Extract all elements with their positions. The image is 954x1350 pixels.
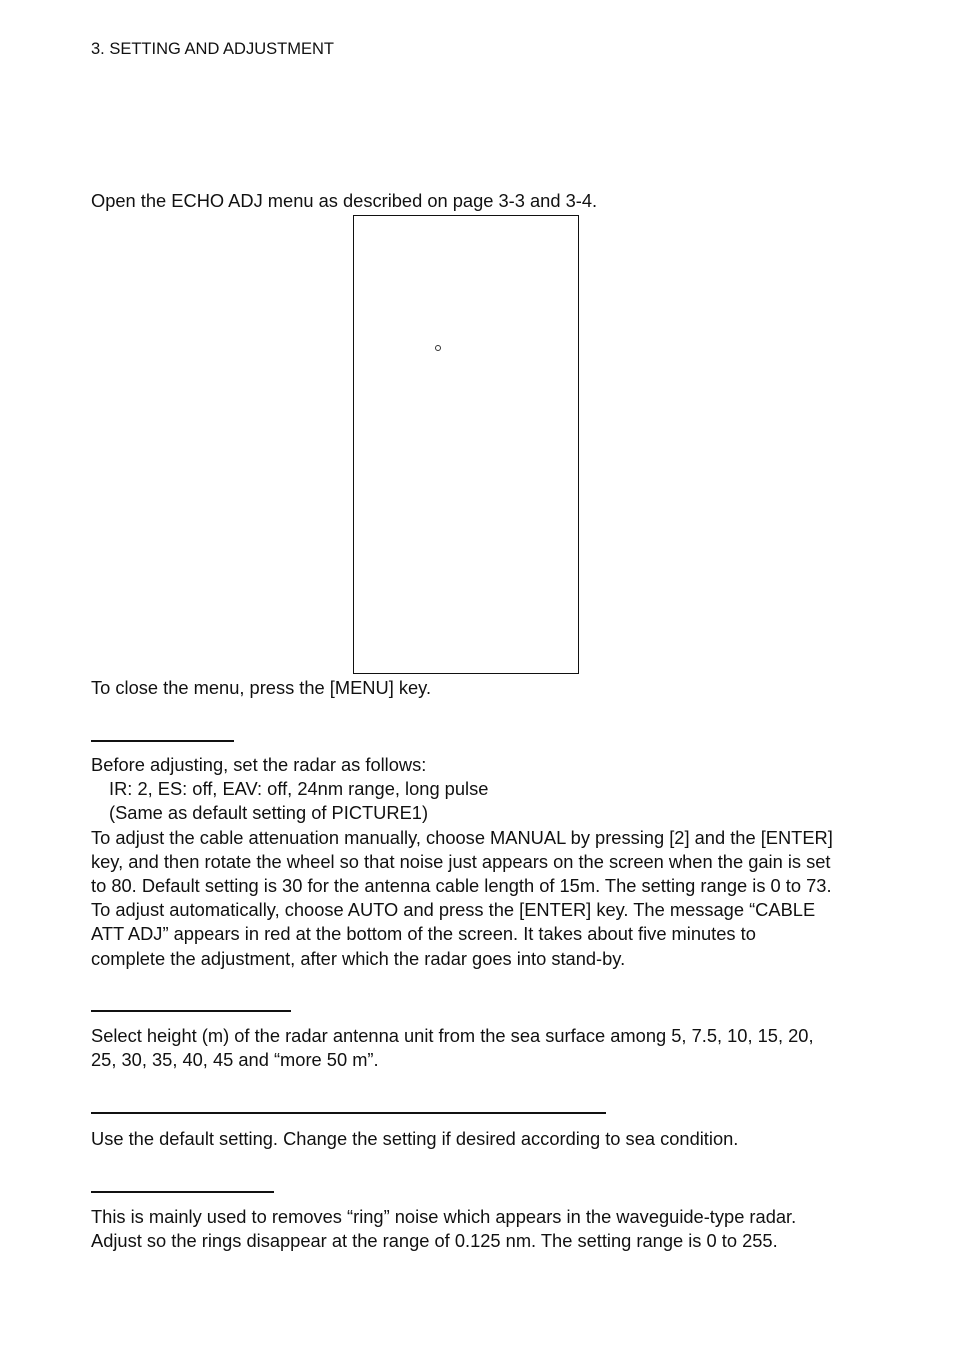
- text-line: To adjust automatically, choose AUTO and press the [ENTER] key. The message “CABLE: [91, 899, 816, 921]
- section-rule-4: [91, 1191, 274, 1193]
- section-3-body: [91, 1127, 738, 1151]
- section-rule-1: [91, 740, 234, 742]
- section-rule-3: [91, 1112, 606, 1114]
- text-line: Before adjusting, set the radar as follows:: [91, 754, 427, 775]
- section-2-body: [91, 1024, 814, 1072]
- text-line: ATT ADJ” appears in red at the bottom of the screen. It takes about five minutes to: [91, 923, 756, 945]
- text-line: complete the adjustment, after which the radar goes into stand-by.: [91, 947, 626, 969]
- open-menu-instruction: Open the ECHO ADJ menu as described on page 3-3 and 3-4.: [91, 190, 598, 211]
- text-line: Select height (m) of the radar antenna unit from the sea surface among 5, 7.5, 10, 15, 20,: [91, 1025, 814, 1046]
- section-4-body: [91, 1205, 796, 1253]
- text-line: (Same as default setting of PICTURE1): [109, 802, 429, 824]
- close-menu-instruction: To close the menu, press the [MENU] key.: [91, 677, 432, 698]
- section-1-body: [91, 753, 833, 971]
- small-circle-icon: [435, 345, 441, 351]
- text-line: Use the default setting. Change the setting if desired according to sea condition.: [91, 1128, 739, 1149]
- text-line: IR: 2, ES: off, EAV: off, 24nm range, long pulse: [109, 778, 489, 800]
- echo-adj-menu-figure: [353, 215, 579, 674]
- text-line: to 80. Default setting is 30 for the antenna cable length of 15m. The setting range is 0 to 73.: [91, 874, 832, 896]
- text-line: Adjust so the rings disappear at the range of 0.125 nm. The setting range is 0 to 255.: [91, 1230, 778, 1252]
- text-line: This is mainly used to removes “ring” noise which appears in the waveguide-type radar.: [91, 1206, 797, 1227]
- text-line: 25, 30, 35, 40, 45 and “more 50 m”.: [91, 1049, 379, 1071]
- running-head: 3. SETTING AND ADJUSTMENT: [91, 40, 334, 58]
- text-line: key, and then rotate the wheel so that noise just appears on the screen when the gain is set: [91, 850, 831, 872]
- section-rule-2: [91, 1010, 291, 1012]
- text-line: To adjust the cable attenuation manually, choose MANUAL by pressing [2] and the [ENTER]: [91, 826, 833, 848]
